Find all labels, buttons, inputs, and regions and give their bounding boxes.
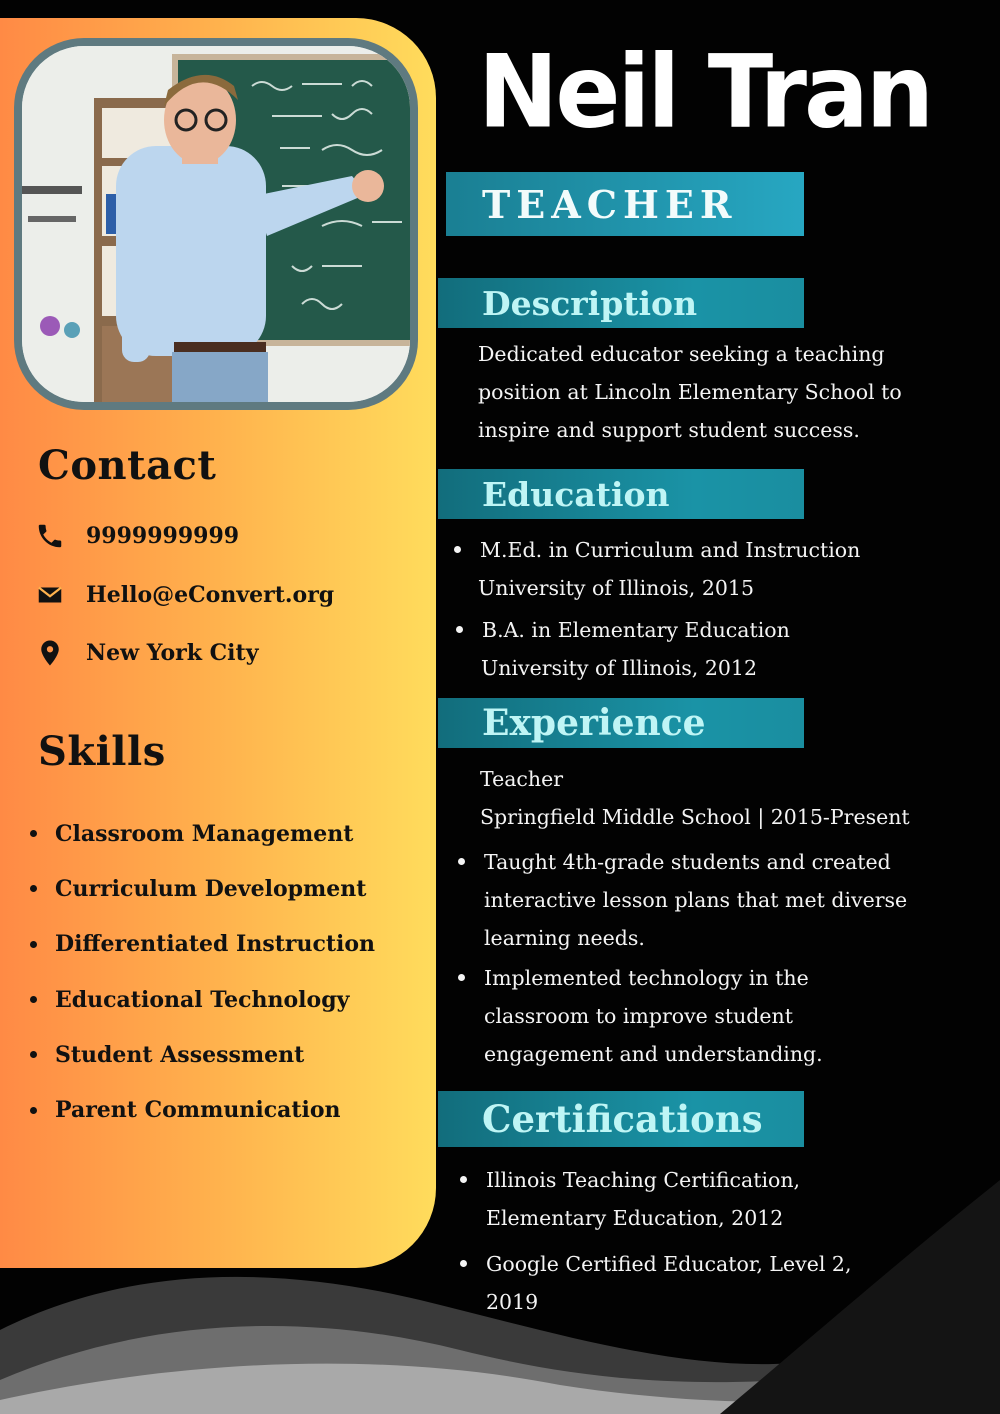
certification-text: Google Certified Educator, Level 2, 2019 <box>486 1252 852 1314</box>
mail-icon <box>34 579 66 611</box>
contact-email-row <box>34 579 334 611</box>
profile-photo <box>22 46 410 402</box>
education-heading-bar <box>438 469 804 519</box>
phone-icon <box>34 520 66 552</box>
skills-heading: Skills <box>38 728 166 775</box>
role-title: TEACHER <box>482 181 738 227</box>
role-banner <box>446 172 804 236</box>
description-heading-bar <box>438 278 804 328</box>
description-line: Dedicated educator seeking a teaching <box>478 342 885 366</box>
experience-bullet-text: Implemented technology in the classroom to improve student engagement and understanding. <box>484 966 823 1066</box>
skill-item: Curriculum Development <box>30 861 375 916</box>
contact-location-row <box>34 637 258 669</box>
profile-photo-frame <box>14 38 418 410</box>
skills-list <box>30 806 375 1138</box>
skill-item: Parent Communication <box>30 1082 375 1137</box>
skill-item: Differentiated Instruction <box>30 917 375 972</box>
contact-heading: Contact <box>38 442 217 489</box>
contact-location: New York City <box>86 640 259 666</box>
experience-bullet-text: Taught 4th-grade students and created interactive lesson plans that met diverse learning needs. <box>484 850 908 950</box>
experience-heading-bar <box>438 698 804 748</box>
certifications-heading: Certifications <box>482 1097 763 1141</box>
education-degree: M.Ed. in Curriculum and Instruction <box>480 538 861 562</box>
experience-employer: Springfield Middle School | 2015-Present <box>480 805 910 829</box>
description-line: position at Lincoln Elementary School to <box>478 380 902 404</box>
certifications-heading-bar <box>438 1091 804 1147</box>
contact-email[interactable]: Hello@eConvert.org <box>86 582 335 608</box>
education-degree: B.A. in Elementary Education <box>482 618 790 642</box>
education-school: University of Illinois, 2015 <box>478 576 754 600</box>
description-text <box>478 335 902 449</box>
contact-phone-row <box>34 520 239 552</box>
contact-phone[interactable]: 9999999999 <box>86 523 240 549</box>
description-heading: Description <box>482 283 698 323</box>
skill-item: Classroom Management <box>30 806 375 861</box>
education-heading: Education <box>482 474 670 514</box>
experience-job-title: Teacher <box>480 767 564 791</box>
skill-item: Student Assessment <box>30 1027 375 1082</box>
skill-item: Educational Technology <box>30 972 375 1027</box>
certification-text: Illinois Teaching Certification, Elementary Education, 2012 <box>486 1168 801 1230</box>
location-pin-icon <box>34 637 66 669</box>
experience-heading: Experience <box>482 702 706 744</box>
candidate-name: Neil Tran <box>478 33 932 151</box>
description-line: inspire and support student success. <box>478 418 860 442</box>
education-school: University of Illinois, 2012 <box>481 656 757 680</box>
